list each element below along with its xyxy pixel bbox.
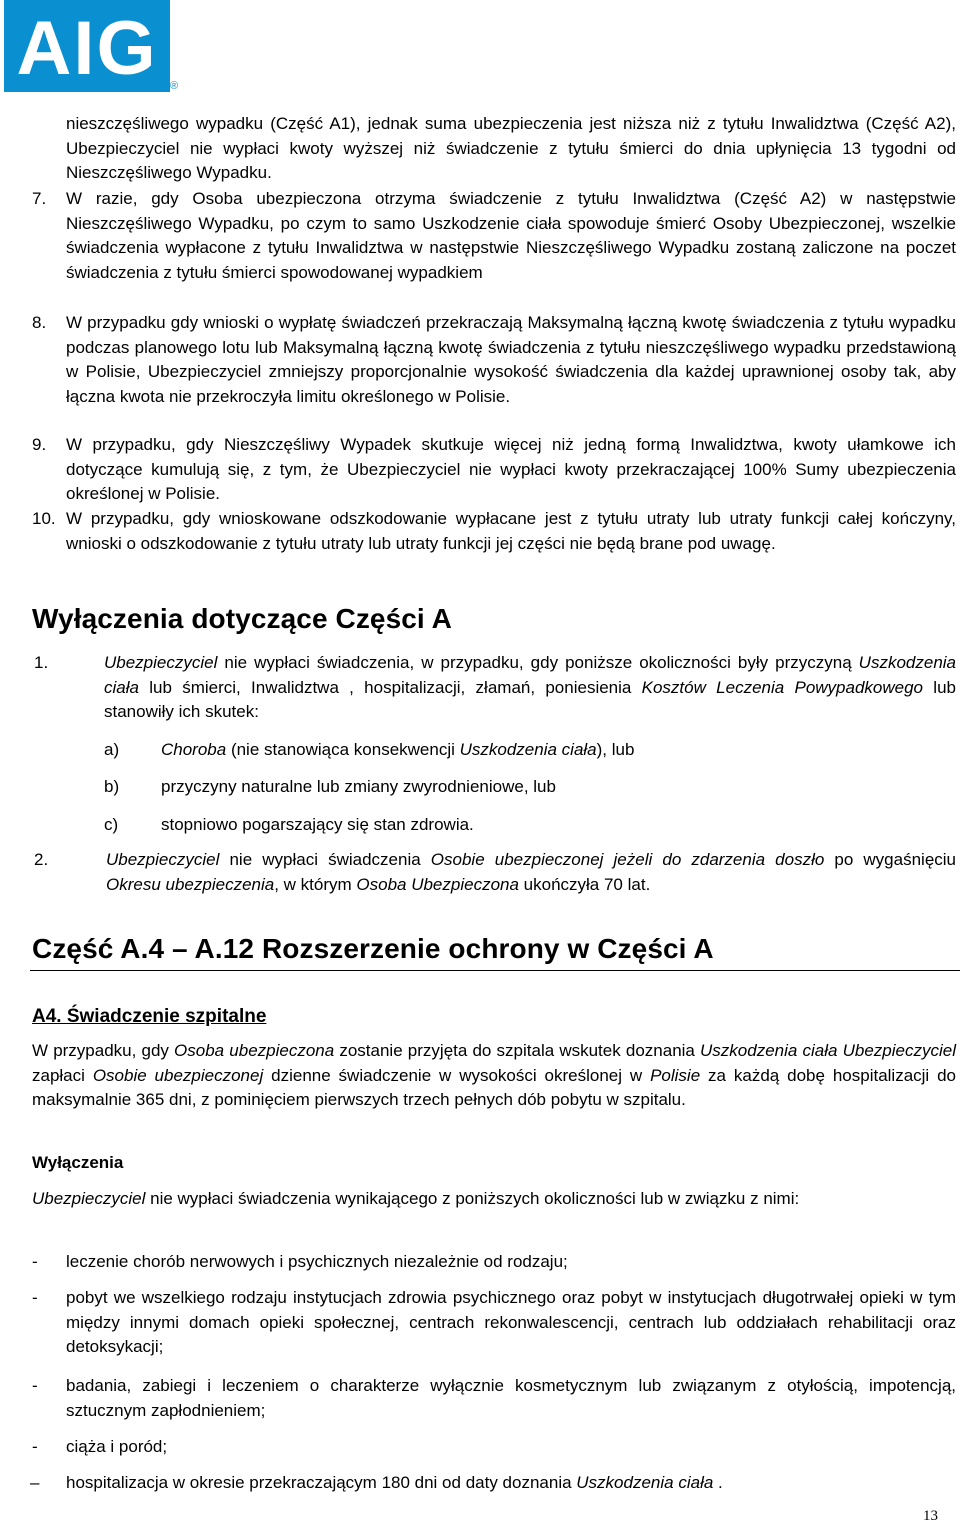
bullet-dash: - <box>32 1376 38 1395</box>
exclusion-number: 1. <box>34 653 49 672</box>
a4-paragraph: W przypadku, gdy Osoba ubezpieczona zostanie przyjęta do szpitala wskutek doznania Uszkodzenia ciała Ubezpieczyciel zapłaci Osobie ubezpieczonej dzienne świadczenie w wysokości określonej w Polisie za każdą dobę hospitalizacji do maksymalnie 365 dni, z pominięciem pierwszych trzech pełnych dób pobytu w szpitalu. <box>32 1041 957 1109</box>
bullet-dash: - <box>32 1252 38 1271</box>
heading-rule <box>30 970 960 971</box>
exclusion-number: 2. <box>34 850 49 869</box>
bullet-dash: - <box>32 1437 38 1456</box>
item-number: 9. <box>32 435 47 454</box>
part-heading: Część A.4 – A.12 Rozszerzenie ochrony w Części A <box>32 933 714 964</box>
a4-heading: A4. Świadczenie szpitalne <box>32 1006 267 1027</box>
item-number: 7. <box>32 189 47 208</box>
bullet-item: ciąża i poród; <box>66 1437 168 1456</box>
item-number: 8. <box>32 313 47 332</box>
aig-logo <box>0 0 186 96</box>
sub-item-c: stopniowo pogarszający się stan zdrowia. <box>161 815 474 834</box>
intro-paragraph: nieszczęśliwego wypadku (Część A1), jednak suma ubezpieczenia jest niższa niż z tytułu Inwalidztwa (Część A2), Ubezpieczyciel nie wypłaci kwoty wyższej niż świadczenie z tytułu śmierci do dnia upłynięcia 13 tygodni od Nieszczęśliwego Wypadku. <box>66 114 956 182</box>
item-9-text: W przypadku, gdy Nieszczęśliwy Wypadek skutkuje więcej niż jedną formą Inwalidztwa, kwoty ułamkowe ich dotyczące kumulują się, z tym, że Ubezpieczyciel nie wypłaci kwoty przekraczającej 100% Sumy ubezpieczenia określonej w Polisie. <box>66 435 956 503</box>
exclusion-2-text: Ubezpieczyciel nie wypłaci świadczenia Osobie ubezpieczonej jeżeli do zdarzenia doszło po wygaśnięciu Okresu ubezpieczenia, w którym Osoba Ubezpieczona ukończyła 70 lat. <box>106 850 957 894</box>
wylaczenia-heading: Wyłączenia <box>32 1153 124 1172</box>
item-7-text: W razie, gdy Osoba ubezpieczona otrzyma świadczenie z tytułu Inwalidztwa (Część A2) w następstwie Nieszczęśliwego Wypadku, po czym to samo Uszkodzenie ciała spowoduje śmierć Osoby Ubezpieczonej, wszelkie świadczenia wypłacone z tytułu Inwalidztwa w następstwie Nieszczęśliwego Wypadku zostaną zaliczone na poczet świadczenia z tytułu śmierci spowodowanej wypadkiem <box>66 189 956 282</box>
item-10-text: W przypadku, gdy wnioskowane odszkodowanie wypłacane jest z tytułu utraty lub utraty funkcji całej kończyny, wnioski o odszkodowanie z tytułu utraty lub utraty funkcji jej części nie będą brane pod uwagę. <box>66 509 956 553</box>
registered-mark: ® <box>170 80 179 92</box>
sub-letter: c) <box>104 815 119 834</box>
logo-box <box>4 0 170 92</box>
logo-graphic <box>4 0 170 92</box>
bullet-item: leczenie chorób nerwowych i psychicznych niezależnie od rodzaju; <box>66 1252 568 1271</box>
bullet-item: hospitalizacja w okresie przekraczającym 180 dni od daty doznania Uszkodzenia ciała . <box>66 1473 723 1492</box>
exclusion-1-text: Ubezpieczyciel nie wypłaci świadczenia, w przypadku, gdy poniższe okoliczności były przyczyną Uszkodzenia ciała lub śmierci, Inwalidztwa , hospitalizacji, złamań, poniesienia Kosztów Leczenia Powypadkowego lub stanowiły ich skutek: <box>104 653 956 721</box>
bullet-dash: – <box>30 1473 40 1492</box>
sub-item-a: Choroba (nie stanowiąca konsekwencji Uszkodzenia ciała), lub <box>161 740 635 759</box>
sub-letter: b) <box>104 777 120 796</box>
item-number: 10. <box>32 509 56 528</box>
bullet-dash: - <box>32 1288 38 1307</box>
page-number: 13 <box>923 1508 938 1524</box>
bullet-item: badania, zabiegi i leczeniem o charakterze wyłącznie kosmetycznym lub związanym z otyłością, impotencją, sztucznym zapłodnieniem; <box>66 1376 956 1420</box>
wylaczenia-intro: Ubezpieczyciel nie wypłaci świadczenia wynikającego z poniższych okoliczności lub w związku z nimi: <box>32 1189 800 1208</box>
sub-letter: a) <box>104 740 120 759</box>
bullet-item: pobyt we wszelkiego rodzaju instytucjach zdrowia psychicznego oraz pobyt w instytucjach długotrwałej opieki w tym między innymi domach opieki społecznej, centrach rekonwalescencji, centrach lub oddziałach rehabilitacji oraz detoksykacji; <box>66 1288 956 1356</box>
exclusions-heading: Wyłączenia dotyczące Części A <box>32 603 452 634</box>
item-8-text: W przypadku gdy wnioski o wypłatę świadczeń przekraczają Maksymalną łączną kwotę świadczenia z tytułu wypadku podczas planowego lotu lub Maksymalną łączną kwotę świadczenia z tytułu nieszczęśliwego wypadku przedstawioną w Polisie, Ubezpieczyciel zmniejszy proporcjonalnie wysokość świadczenia dla każdej uprawnionej osoby tak, aby łączna kwota nie przekroczyła limitu określonego w Polisie. <box>66 313 956 406</box>
sub-item-b: przyczyny naturalne lub zmiany zwyrodnieniowe, lub <box>161 777 556 796</box>
svg-text:AIG: AIG <box>16 6 158 91</box>
